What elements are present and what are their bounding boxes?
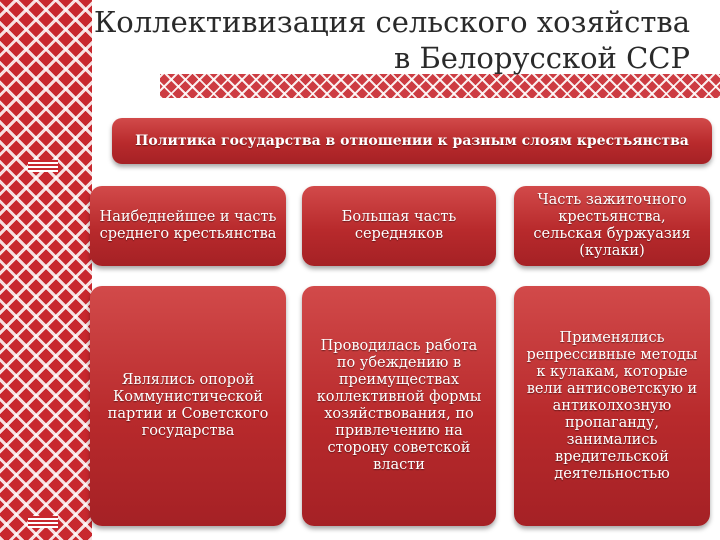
policy-box-middle <box>302 286 496 526</box>
policy-text: Являлись опорой Коммунистической партии и Советского государства <box>107 372 269 439</box>
group-text: Часть зажиточного крестьянства, сельская буржуазия (кулаки) <box>533 192 691 259</box>
policy-text: Применялись репрессивные методы к кулакам, которые вели антисоветскую и антиколхозную пропаганду, занимались вредительской деятельностью <box>526 329 698 482</box>
ornament-band <box>28 160 58 172</box>
ornament-left-strip <box>0 0 92 540</box>
policy-box-poor <box>90 286 286 526</box>
header-text: Политика государства в отношении к разным слоям крестьянства <box>135 132 689 149</box>
slide-title-line2: в Белорусской ССР <box>393 41 690 75</box>
group-text: Большая часть середняков <box>341 209 457 242</box>
group-box-poor <box>90 186 286 266</box>
ornament-top-band <box>160 74 720 98</box>
header-box <box>112 118 712 164</box>
slide-title <box>90 4 690 76</box>
group-box-middle <box>302 186 496 266</box>
ornament-band <box>28 516 58 528</box>
group-text: Наибеднейшее и часть среднего крестьянства <box>99 209 277 242</box>
policy-text: Проводилась работа по убеждению в преимуществах коллективной формы хозяйствования, по привлечению на сторону советской власти <box>316 338 482 473</box>
group-box-kulaks <box>514 186 710 266</box>
slide-title-line1: Коллективизация сельского хозяйства <box>93 5 690 39</box>
policy-box-kulaks <box>514 286 710 526</box>
